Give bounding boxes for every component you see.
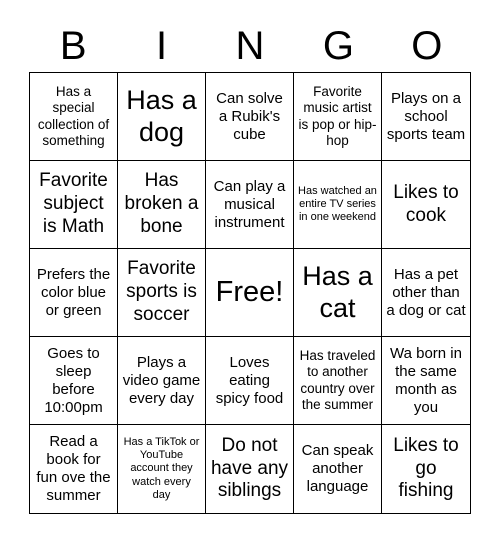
bingo-cell-r5c5[interactable]: Likes to go fishing (393, 434, 459, 502)
bingo-cell-r1c5[interactable]: Plays on a school sports team (382, 73, 470, 161)
header-letter-b: B (59, 24, 87, 68)
bingo-cell-r3c2[interactable]: Favorite sports is soccer (118, 249, 206, 337)
bingo-cell-r3c5[interactable]: Has a pet other than a dog or cat (382, 249, 470, 337)
bingo-cell-r5c3[interactable]: Do not have any siblings (206, 425, 294, 513)
bingo-header (29, 20, 471, 72)
bingo-cell-r1c4[interactable]: Favorite music artist is pop or hip-hop (294, 73, 382, 161)
header-letter-n: N (235, 24, 265, 68)
bingo-cell-r4c2[interactable]: Plays a video game every day (118, 337, 206, 425)
bingo-cell-r4c1[interactable]: Goes to sleep before 10:00pm (30, 337, 118, 425)
bingo-cell-r1c2[interactable]: Has a dog (118, 73, 206, 161)
bingo-cell-r2c2[interactable]: Has broken a bone (118, 161, 206, 249)
header-letter-i: I (156, 24, 168, 68)
bingo-cell-r4c3[interactable]: Loves eating spicy food (206, 337, 294, 425)
bingo-cell-r1c1[interactable]: Has a special collection of something (30, 73, 118, 161)
header-letter-g: G (322, 24, 354, 68)
bingo-cell-r2c5[interactable]: Likes to cook (382, 161, 470, 249)
bingo-cell-r4c5[interactable]: Wa born in the same month as you (382, 337, 470, 425)
bingo-cell-r5c1[interactable]: Read a book for fun ove the summer (30, 425, 118, 513)
bingo-cell-r2c3[interactable]: Can play a musical instrument (206, 161, 294, 249)
bingo-cell-r3c4[interactable]: Has a cat (294, 249, 382, 337)
header-letter-o: O (411, 24, 443, 68)
bingo-board (29, 72, 471, 514)
bingo-cell-free-space[interactable]: Free! (206, 249, 294, 337)
bingo-cell-r1c3[interactable]: Can solve a Rubik's cube (206, 73, 294, 161)
bingo-cell-r2c1[interactable]: Favorite subject is Math (30, 161, 118, 249)
bingo-cell-r4c4[interactable]: Has traveled to another country over the summer (294, 337, 382, 425)
bingo-cell-r3c1[interactable]: Prefers the color blue or green (30, 249, 118, 337)
bingo-cell-r2c4[interactable]: Has watched an entire TV series in one weekend (294, 161, 382, 249)
bingo-cell-r5c4[interactable]: Can speak another language (294, 425, 382, 513)
bingo-cell-r5c2[interactable]: Has a TikTok or YouTube account they watch every day (118, 425, 206, 513)
